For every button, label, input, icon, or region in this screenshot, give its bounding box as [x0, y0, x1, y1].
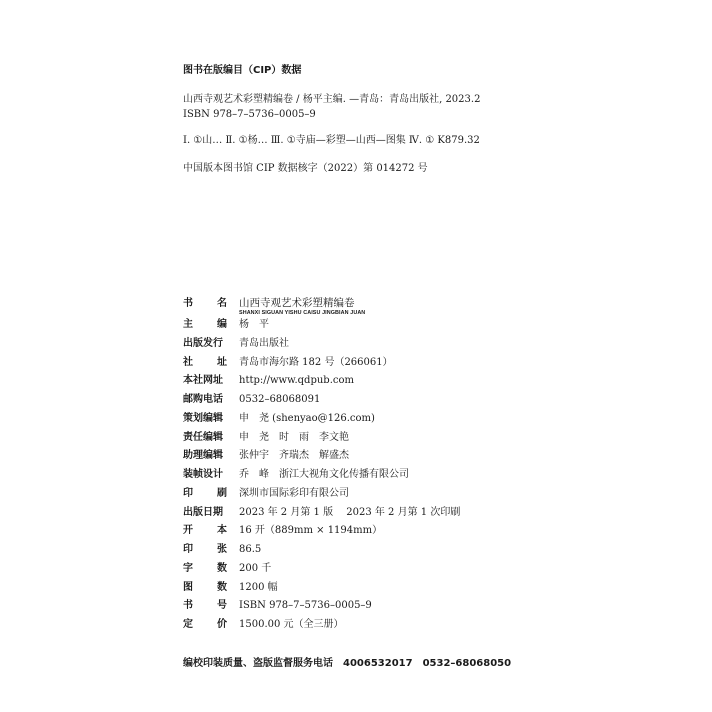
- address-value: 青岛市海尔路 182 号（266061）: [239, 356, 393, 368]
- info-row-format: [183, 524, 543, 543]
- assistant-editor-value: 张仲宇 齐瑞杰 解盛杰: [239, 450, 349, 462]
- cip-line-isbn: ISBN 978–7–5736–0005–9: [183, 109, 316, 120]
- phone-value: 0532–68068091: [239, 394, 321, 405]
- date-value: 2023 年 2 月第 1 版 2023 年 2 月第 1 次印刷: [239, 506, 461, 518]
- price-label: 定 价: [183, 619, 227, 630]
- phone-label: 邮购电话: [183, 394, 223, 405]
- quality-hotline: 编校印装质量、盗版监督服务电话 4006532017 0532–68068050: [183, 658, 512, 669]
- info-row-responsible-editor: [183, 431, 543, 450]
- info-row-website: [183, 374, 543, 393]
- cip-line-record: 中国版本图书馆 CIP 数据核字（2022）第 014272 号: [183, 163, 428, 174]
- publisher-label: 出版发行: [183, 337, 223, 349]
- info-row-editor: [183, 318, 543, 337]
- assistant-editor-label: 助理编辑: [183, 450, 223, 462]
- info-row-assistant-editor: [183, 449, 543, 468]
- address-label: 社 址: [183, 356, 227, 368]
- format-label: 开 本: [183, 525, 227, 537]
- images-value: 1200 幅: [239, 581, 278, 593]
- title-value: [239, 297, 365, 317]
- info-row-words: [183, 562, 543, 581]
- editor-value: 杨 平: [239, 319, 269, 330]
- planning-editor-label: 策划编辑: [183, 412, 223, 424]
- info-row-sheets: [183, 543, 543, 562]
- book-title-pinyin: SHANXI SIGUAN YISHU CAISU JINGBIAN JUAN: [239, 310, 366, 316]
- responsible-editor-value: 申 尧 时 雨 李文艳: [239, 431, 349, 443]
- format-value: 16 开（889mm × 1194mm）: [239, 525, 383, 537]
- cip-heading: 图书在版编目（CIP）数据: [183, 65, 302, 76]
- price-value: 1500.00 元（全三册）: [239, 619, 344, 630]
- design-value: 乔 峰 浙江大视角文化传播有限公司: [239, 469, 409, 480]
- info-row-printing: [183, 487, 543, 506]
- sheets-value: 86.5: [239, 544, 262, 555]
- printing-label: 印 刷: [183, 487, 227, 499]
- editor-label: 主 编: [183, 319, 227, 330]
- info-row-planning-editor: [183, 412, 543, 431]
- printing-value: 深圳市国际彩印有限公司: [239, 487, 349, 499]
- info-row-title: [183, 297, 543, 318]
- info-row-images: [183, 581, 543, 600]
- info-row-price: [183, 618, 543, 637]
- cip-line-classification: Ⅰ. ①山… Ⅱ. ①杨… Ⅲ. ①寺庙—彩塑—山西—图集 Ⅳ. ① K879.32: [183, 135, 480, 146]
- info-row-publisher: [183, 337, 543, 356]
- responsible-editor-label: 责任编辑: [183, 431, 223, 443]
- publisher-value: 青岛出版社: [239, 337, 289, 349]
- title-label: 书 名: [183, 298, 227, 309]
- words-label: 字 数: [183, 562, 227, 574]
- info-row-date: [183, 506, 543, 525]
- info-row-design: [183, 468, 543, 487]
- isbn-label: 书 号: [183, 600, 227, 612]
- info-row-address: [183, 356, 543, 375]
- images-label: 图 数: [183, 581, 227, 593]
- cip-line-title: 山西寺观艺术彩塑精编卷 / 杨平主编. —青岛：青岛出版社, 2023.2: [183, 94, 481, 105]
- publication-info: [183, 297, 543, 637]
- sheets-label: 印 张: [183, 544, 227, 555]
- words-value: 200 千: [239, 562, 272, 574]
- planning-editor-value: 申 尧 (shenyao@126.com): [239, 412, 375, 424]
- book-title: 山西寺观艺术彩塑精编卷: [239, 297, 355, 309]
- isbn-value: ISBN 978–7–5736–0005–9: [239, 600, 372, 612]
- design-label: 装帧设计: [183, 469, 223, 480]
- website-label: 本社网址: [183, 375, 223, 387]
- date-label: 出版日期: [183, 506, 223, 518]
- info-row-phone: [183, 393, 543, 412]
- website-value: http://www.qdpub.com: [239, 375, 354, 387]
- info-row-isbn: [183, 599, 543, 618]
